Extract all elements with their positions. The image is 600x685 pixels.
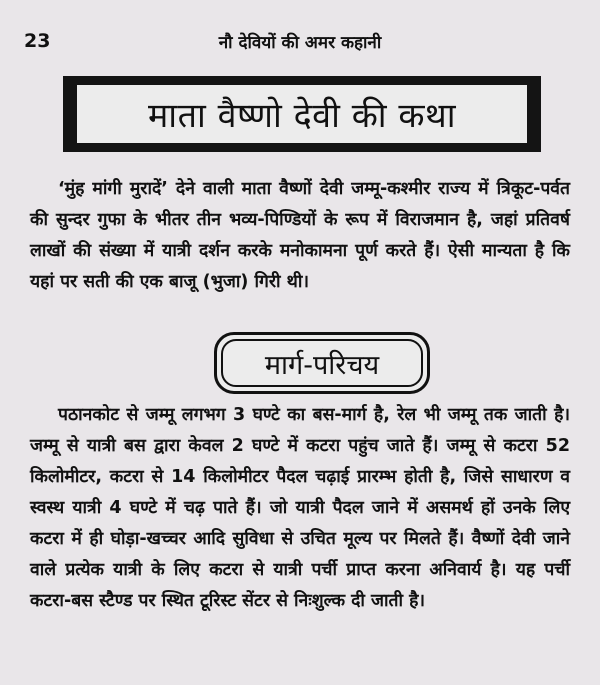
running-title: नौ देवियों की अमर कहानी	[218, 33, 382, 53]
intro-paragraph-text: ‘मुंह मांगी मुरादें’ देने वाली माता वैष्णों देवी जम्मू-कश्मीर राज्य में त्रिकूट-पर्वत की सुन्दर गुफा के भीतर तीन भव्य-पिण्डियों के रूप में विराजमान है, जहां प्रतिवर्ष लाखों की संख्या में यात्री दर्शन करके मनोकामना पूर्ण करते हैं। ऐसी मान्यता है कि यहां पर सती की एक बाजू (भुजा) गिरी थी।	[30, 179, 570, 292]
section-heading-inner	[221, 339, 423, 387]
section-heading: मार्ग-परिचय	[264, 349, 380, 381]
page-header	[0, 30, 600, 60]
section-heading-frame	[214, 332, 430, 394]
title-banner-inner	[77, 85, 527, 143]
title-banner	[63, 76, 541, 152]
intro-paragraph	[30, 174, 570, 298]
route-paragraph	[30, 400, 570, 617]
route-paragraph-text: पठानकोट से जम्मू लगभग 3 घण्टे का बस-मार्ग है, रेल भी जम्मू तक जाती है। जम्मू से यात्री बस द्वारा केवल 2 घण्टे में कटरा पहुंच जाते हैं। जम्मू से कटरा 52 किलोमीटर, कटरा से 14 किलोमीटर पैदल चढ़ाई प्रारम्भ होती है, जिसे साधारण व स्वस्थ यात्री 4 घण्टे में चढ़ पाते हैं। जो यात्री पैदल जाने में असमर्थ हों उनके लिए कटरा में ही घोड़ा-खच्चर आदि सुविधा से उचित मूल्य पर मिलते हैं। वैष्णों देवी जाने वाले प्रत्येक यात्री के लिए कटरा से यात्री पर्ची प्राप्त करना अनिवार्य है। यह पर्ची कटरा-बस स्टैण्ड पर स्थित टूरिस्ट सेंटर से निःशुल्क दी जाती है।	[30, 405, 570, 611]
chapter-title: माता वैष्णो देवी की कथा	[147, 96, 457, 136]
page-number: 23	[24, 30, 51, 52]
